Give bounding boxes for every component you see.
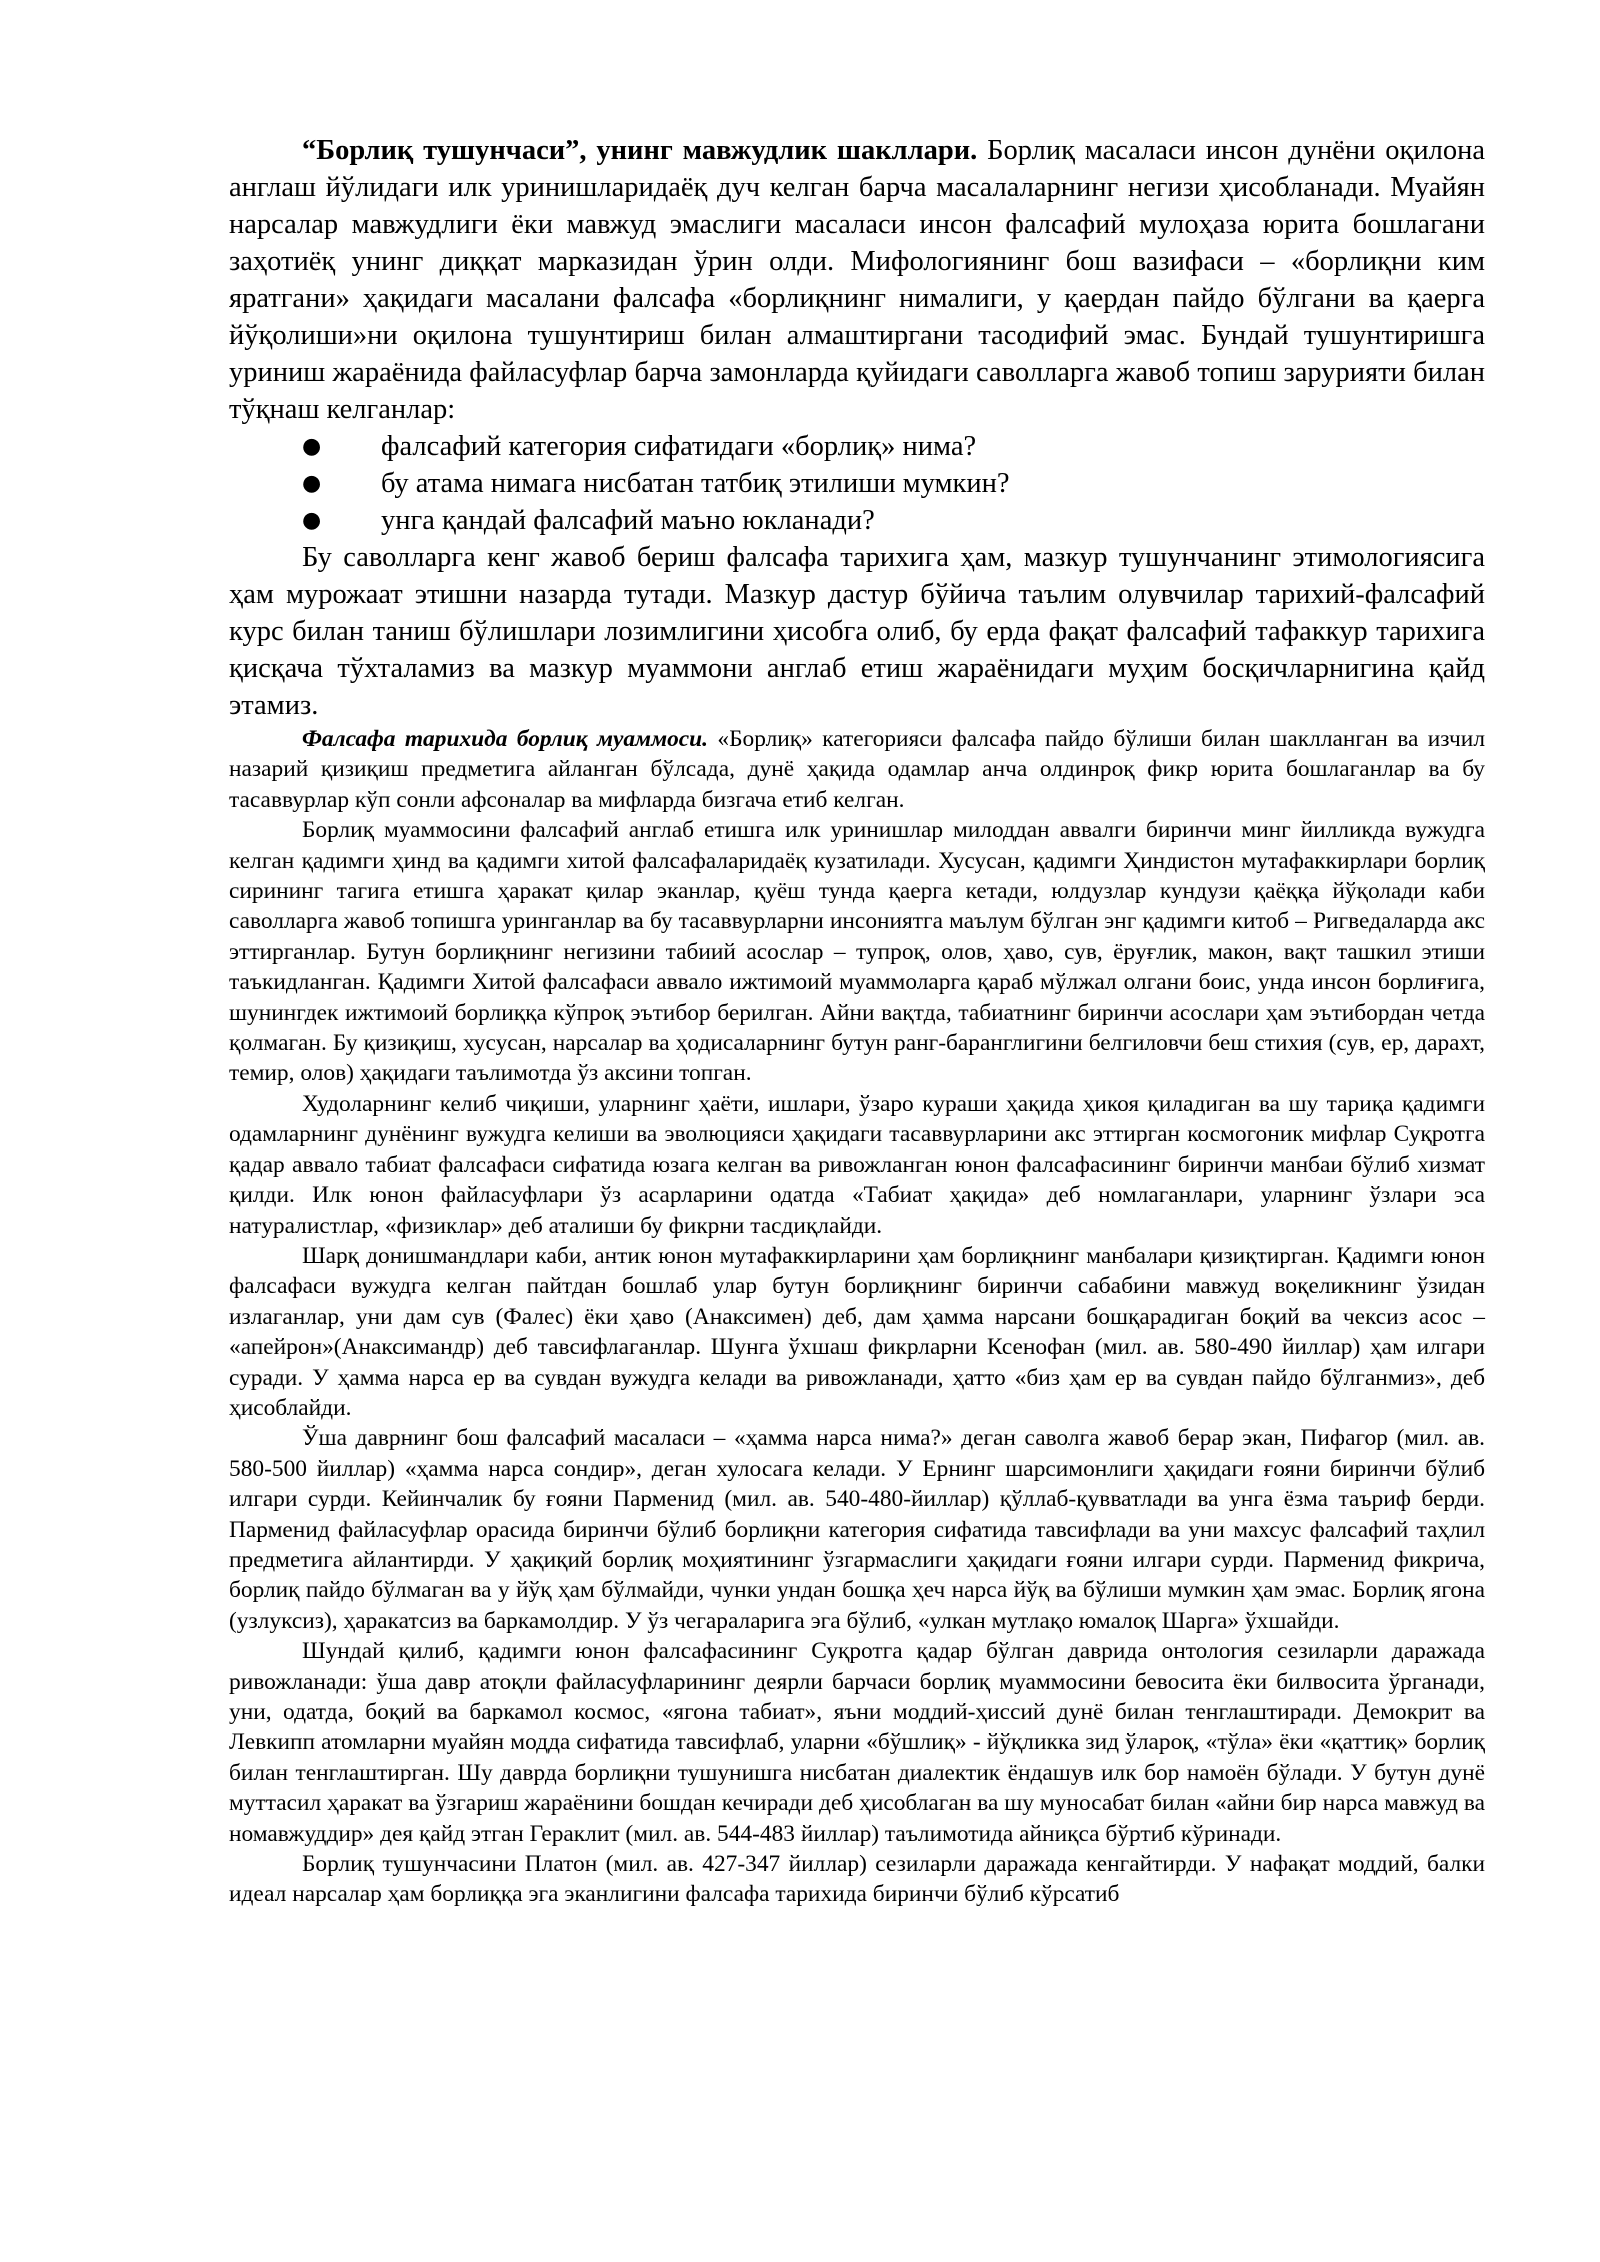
section-heading: “Борлиқ тушунчаси”, унинг мавжудлик шакллари. bbox=[302, 135, 978, 166]
section-history-of-being bbox=[229, 724, 1485, 1910]
paragraph-after-list: Бу саволларга кенг жавоб бериш фалсафа тарихига ҳам, мазкур тушунчанинг этимологиясига ҳам мурожаат этишни назарда тутади. Мазкур дастур бўйича таълим олувчилар тарихий-фалсафий курс билан таниш бўлишлари лозимлигини ҳисобга олиб, бу ерда фақат фалсафий тафаккур тарихига қисқача тўхталамиз ва мазкур муаммони англаб етиш жараёнидаги муҳим босқичларнигина қайд этамиз. bbox=[229, 542, 1485, 721]
subsection-heading: Фалсафа тарихида борлиқ муаммоси. bbox=[302, 726, 709, 752]
paragraph: Ўша даврнинг бош фалсафий масаласи – «ҳамма нарса нима?» деган саволга жавоб берар экан, Пифагор (мил. ав. 580-500 йиллар) «ҳамма нарса сондир», деган хулосага келади. У Ернинг шарсимонлиги ҳақидаги ғояни биринчи бўлиб илгари сурди. Кейинчалик бу ғояни Парменид (мил. ав. 540-480-йиллар) қўллаб-қувватлади ва унга ёзма таъриф берди. Парменид файласуфлар орасида биринчи бўлиб борлиқни категория сифатида тавсифлади ва уни махсус фалсафий таҳлил предметига айлантирди. У ҳақиқий борлиқ моҳиятининг ўзгармаслиги ҳақидаги ғояни илгари сурди. Парменид фикрича, борлиқ пайдо бўлмаган ва у йўқ ҳам бўлмайди, чунки ундан бошқа ҳеч нарса йўқ ва бўлиши мумкин ҳам эмас. Борлиқ ягона (узлуксиз), ҳаракатсиз ва баркамолдир. У ўз чегараларига эга бўлиб, «улкан мутлақо юмалоқ Шарга» ўхшайди. bbox=[229, 1425, 1485, 1634]
list-item-text: бу атама нимага нисбатан татбиқ этилиши мумкин? bbox=[381, 468, 1010, 499]
paragraph: Борлиқ тушунчасини Платон (мил. ав. 427-347 йиллар) сезиларли даражада кенгайтирди. У нафақат моддий, балки идеал нарсалар ҳам борлиққа эга эканлигини фалсафа тарихида биринчи бўлиб кўрсатиб bbox=[229, 1851, 1485, 1908]
list-item-text: унга қандай фалсафий маъно юкланади? bbox=[381, 505, 875, 536]
bullet-icon: ● bbox=[302, 508, 322, 533]
bullet-icon: ● bbox=[302, 471, 322, 496]
intro-text: Борлиқ масаласи инсон дунёни оқилона англаш йўлидаги илк уринишларидаёқ дуч келган барча масалаларнинг негизи ҳисобланади. Муайян нарсалар мавжудлиги ёки мавжуд эмаслиги масаласи инсон фалсафий мулоҳаза юрита бошлагани заҳотиёқ унинг диққат марказидан ўрин олди. Мифологиянинг бош вазифаси – «борлиқни ким яратгани» ҳақидаги масалани фалсафа «борлиқнинг нималиги, у қаердан пайдо бўлгани ва қаерга йўқолиши»ни оқилона тушунтириш билан алмаштиргани тасодифий эмас. Бундай тушунтиришга уриниш жараёнида файласуфлар барча замонларда қуйидаги саволларга жавоб топиш зарурияти билан тўқнаш келганлар: bbox=[229, 135, 1485, 425]
list-item bbox=[229, 465, 1485, 502]
list-item bbox=[229, 502, 1485, 539]
list-item-text: фалсафий категория сифатидаги «борлиқ» нима? bbox=[381, 431, 977, 462]
document-page bbox=[229, 132, 1485, 1910]
paragraph-intro bbox=[229, 132, 1485, 428]
paragraph-history-intro bbox=[229, 724, 1485, 815]
bullet-icon: ● bbox=[302, 434, 322, 459]
paragraph: Худоларнинг келиб чиқиши, уларнинг ҳаёти, ишлари, ўзаро кураши ҳақида ҳикоя қиладиган ва шу тариқа қадимги одамларнинг дунёнинг вужудга келиши ва эволюцияси ҳақидаги тасаввурларини акс эттирган космогоник мифлар Суқротга қадар аввало табиат фалсафаси сифатида юзага келган ва ривожланган юнон фалсафасининг биринчи манбаи бўлиб хизмат қилди. Илк юнон файласуфлари ўз асарларини одатда «Табиат ҳақида» деб номлаганлари, уларнинг ўзлари эса натуралистлар, «физиклар» деб аталиши бу фикрни тасдиқлайди. bbox=[229, 1090, 1485, 1239]
paragraph: Шарқ донишмандлари каби, антик юнон мутафаккирларини ҳам борлиқнинг манбалари қизиқтирган. Қадимги юнон фалсафаси вужудга келган пайтдан бошлаб улар бутун борлиқнинг биринчи сабабини мавжуд воқеликнинг ўзидан излаганлар, уни дам сув (Фалес) ёки ҳаво (Анаксимен) деб, дам ҳамма нарсани бошқарадиган боқий ва чексиз асос – «апейрон»(Анаксимандр) деб тавсифлаганлар. Шунга ўхшаш фикрларни Ксенофан (мил. ав. 580-490 йиллар) ҳам илгари суради. У ҳамма нарса ер ва сувдан вужудга келади ва ривожланади, ҳатто «биз ҳам ер ва сувдан пайдо бўлганмиз», деб ҳисоблайди. bbox=[229, 1242, 1485, 1421]
list-item bbox=[229, 428, 1485, 465]
history-intro-text: «Борлиқ» категорияси фалсафа пайдо бўлиши билан шаклланган ва изчил назарий қизиқиш предметига айланган бўлсада, дунё ҳақида одамлар анча олдинроқ фикр юрита бошлаганлар ва бу тасаввурлар кўп сонли афсоналар ва мифларда бизгача етиб келган. bbox=[229, 726, 1485, 813]
question-list bbox=[229, 428, 1485, 539]
paragraph: Борлиқ муаммосини фалсафий англаб етишга илк уринишлар милоддан аввалги биринчи минг йилликда вужудга келган қадимги ҳинд ва қадимги хитой фалсафаларидаёқ кузатилади. Хусусан, қадимги Ҳиндистон мутафаккирлари борлиқ сирининг тагига етишга ҳаракат қилар эканлар, қуёш тунда қаерга кетади, юлдузлар кундузи қаёққа йўқолади каби саволларга жавоб топишга уринганлар ва бу тасаввурларни инсониятга маълум бўлган энг қадимги китоб – Ригведаларда акс эттирганлар. Бутун борлиқнинг негизини табиий асослар – тупроқ, олов, ҳаво, сув, ёруғлик, макон, вақт ташкил этиши таъкидланган. Қадимги Хитой фалсафаси аввало ижтимоий муаммоларга қараб мўлжал олгани боис, унда инсон борлиғига, шунингдек ижтимоий борлиққа кўпроқ эътибор берилган. Айни вақтда, табиатнинг биринчи асослари ҳам эътибордан четда қолмаган. Бу қизиқиш, хусусан, нарсалар ва ҳодисаларнинг бутун ранг-баранглигини белгиловчи беш стихия (сув, ер, дарахт, темир, олов) ҳақидаги таълимотда ўз аксини топган. bbox=[229, 817, 1485, 1087]
section-borliq-concept bbox=[229, 132, 1485, 724]
paragraph: Шундай қилиб, қадимги юнон фалсафасининг Суқротга қадар бўлган даврида онтология сезиларли даражада ривожланади: ўша давр атоқли файласуфларининг деярли барчаси борлиқ муаммосини бевосита ёки билвосита ўрганади, уни, одатда, боқий ва баркамол космос, «ягона табиат», яъни моддий-ҳиссий дунё билан тенглаштиради. Демокрит ва Левкипп атомларни муайян модда сифатида тавсифлаб, уларни «бўшлиқ» - йўқликка зид ўлароқ, «тўла» ёки «қаттиқ» борлиқ билан тенглаштирган. Шу даврда борлиқни тушунишга нисбатан диалектик ёндашув илк бор намоён бўлади. У бутун дунё муттасил ҳаракат ва ўзгариш жараёнини бошдан кечиради деб ҳисоблаган ва шу муносабат билан «айни бир нарса мавжуд ва номавжуддир» дея қайд этган Гераклит (мил. ав. 544-483 йиллар) таълимотида айниқса бўртиб кўринади. bbox=[229, 1638, 1485, 1847]
